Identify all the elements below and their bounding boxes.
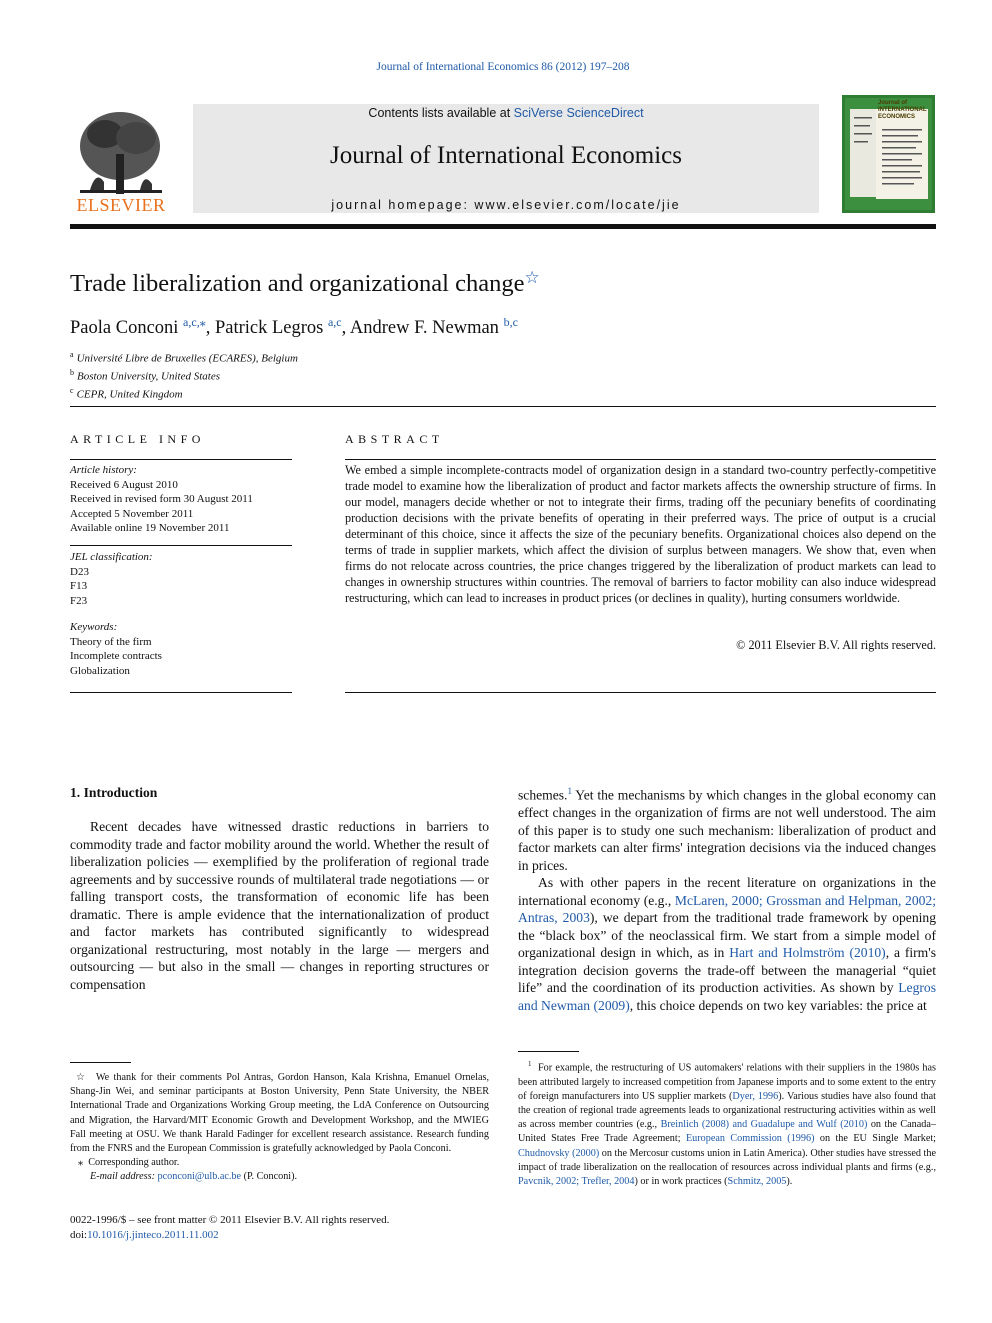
jel-classification: JEL classification: D23 F13 F23 — [70, 551, 153, 607]
cover-title: Journal of INTERNATIONAL ECONOMICS — [878, 100, 927, 120]
keywords: Keywords: Theory of the firm Incomplete contracts Globalization — [70, 621, 162, 677]
citation-link[interactable]: European Commission (1996) — [685, 1133, 815, 1145]
author-name[interactable]: Patrick Legros — [214, 318, 324, 339]
journal-banner — [193, 104, 819, 213]
citation-link[interactable]: Schmitz, 2005 — [727, 1176, 787, 1188]
sciencedirect-link[interactable]: SciVerse ScienceDirect — [513, 106, 644, 120]
journal-citation[interactable]: Journal of International Economics 86 (2012) 197–208 — [376, 61, 630, 73]
acknowledgement-footnote: ☆ We thank for their comments Pol Antras, Gordon Hanson, Kala Krishna, Emanuel Ornelas, Shang-Jin Wei, and seminar participants at Boston University, Penn State University, the NBER International Trade and Organizations Working Group meeting, the LdA Conference on Outsourcing and Migration, the Harvard/MIT Economic Growth and Development Workshop, and the MWIEG Fall meeting at OSU. We thank Harald Fadinger for excellent research assistance. Research funding from the FNRS and the European Commission is gratefully acknowledged by Paola Conconi. — [70, 1072, 490, 1155]
elsevier-wordmark: ELSEVIER — [76, 195, 166, 215]
body-paragraph: Recent decades have witnessed drastic reductions in barriers to commodity trade and factor mobility around the world. Whether the result of liberalization policies — exemplified by the proliferation of regional trade agreements and by successive rounds of multilateral trade negotiations — or falling transport costs, the transformation of economic life has been dramatic. There is ample evidence that the internationalization of product and factor markets has contributed significantly to widespread organizational restructuring, most notably in the large — mergers and outsourcing — but also in the small — changes in reporting structures or compensation — [70, 819, 489, 992]
elsevier-logo — [70, 104, 172, 216]
footnote-rule — [518, 1051, 579, 1052]
article-history: Article history: Received 6 August 2010 Received in revised form 30 August 2011 Accepted 5 November 2011 Available online 19 November 2011 — [70, 464, 253, 534]
contents-line: Contents lists available at SciVerse ScienceDirect — [368, 106, 644, 120]
abstract-copyright: © 2011 Elsevier B.V. All rights reserved. — [736, 638, 936, 652]
doi-line: doi:10.1016/j.jinteco.2011.11.002 — [70, 1229, 219, 1241]
footnotes-left — [70, 1071, 489, 1185]
corresponding-author-mark[interactable]: ⁎ — [199, 315, 206, 329]
body-paragraph: As with other papers in the recent literature on organizations in the international economy (e.g., McLaren, 2000; Grossman and Helpman, 2002; Antras, 2003), we depart from the traditional trade framework by opening the “black box” of the neoclassical firm. We start from a simple model of organizational design in which, as in Hart and Holmström (2010), a firm's integration decision governs the trade-off between the managerial “quiet life” and the coordination of its production activities. As shown by Legros and Newman (2009), this choice depends on two key variables: the price at — [518, 875, 936, 1013]
citation-link[interactable]: Chudnovsky (2000) — [518, 1147, 600, 1159]
citation-link[interactable]: Dyer, 1996 — [732, 1090, 779, 1102]
divider — [70, 459, 292, 460]
journal-title: Journal of International Economics — [330, 142, 682, 169]
corresponding-author-note: ⁎ Corresponding author. — [78, 1157, 180, 1169]
author-list: Paola Conconi $^{a,c,⁎}$, Patrick Legros $^{a,c}$, Andrew F. Newman $^{b,c}$ — [70, 315, 518, 339]
author-affil-sup[interactable]: b,c — [503, 315, 518, 329]
divider — [70, 692, 292, 693]
footnote-rule — [70, 1062, 131, 1063]
citation-link[interactable]: McLaren, 2000; Grossman and Helpman, 2002; Antras, 2003 — [518, 892, 936, 926]
divider — [345, 459, 936, 460]
affiliations — [70, 348, 298, 402]
section-heading: 1. Introduction — [70, 785, 158, 800]
email-note: E-mail address: pconconi@ulb.ac.be (P. Conconi). — [90, 1171, 298, 1183]
footnote-ref[interactable]: 1 — [567, 786, 572, 796]
footnote-1: $^1$ For example, the restructuring of US automakers' relations with their suppliers in the 1980s has been attributed largely to increased competition from Japanese imports and to some extent to the entry of foreign manufacturers into US supplier markets (Dyer, 1996). Various studies have also found that the creation of regional trade agreements leads to organizational restructuring activities within as well as across member countries (e.g., Breinlich (2008) and Guadalupe and Wulf (2010) on the Canada–United States Free Trade Agreement; European Commission (1996) on the EU Single Market; Chudnovsky (2000) on the Mercosur customs union in Latin America). Other studies have stressed the impact of trade liberalization on the reallocation of resources across individual plants and firms (e.g., Pavcnik, 2002; Trefler, 2004) or in work practices (Schmitz, 2005). — [518, 1060, 936, 1188]
article-title: Trade liberalization and organizational change☆ — [70, 268, 540, 297]
abstract-text: We embed a simple incomplete-contracts model of organization design in a standard two-country perfectly-competitive trade model to examine how the liberalization of product and factor markets affects the ownership structure of firms. In our model, managers decide whether or not to integrate their firms, trading off the pecuniary benefits of coordinating production decisions with the private benefits of operating in their preferred ways. The price of output is a crucial determinant of this choice, since it affects the size of the pecuniary benefits. Organizational choices also depend on the terms of trade in supplier markets, which affect the division of surplus between managers. We show that, even when firms do not relocate across countries, the price changes triggered by the liberalization of product markets can lead to changes in ownership structures within countries. The removal of barriers to factor mobility can also induce widespread restructuring, which can lead to increases in product prices (or declines in quality), hurting consumers worldwide. — [345, 463, 936, 605]
journal-cover-thumbnail[interactable] — [842, 95, 935, 213]
affiliation: $^a$ Université Libre de Bruxelles (ECARES), Belgium — [70, 350, 298, 365]
affiliation: $^b$ Boston University, United States — [70, 368, 220, 383]
body-column-right — [518, 783, 936, 1014]
author-affil-sup[interactable]: a,c, — [183, 315, 200, 329]
title-footnote-star[interactable]: ☆ — [524, 268, 540, 287]
divider — [345, 692, 936, 693]
doi-link[interactable]: 10.1016/j.jinteco.2011.11.002 — [87, 1229, 219, 1241]
author-name[interactable]: Andrew F. Newman — [349, 318, 499, 339]
citation-link[interactable]: Hart and Holmström (2010) — [729, 945, 886, 961]
article-info-heading: ARTICLE INFO — [70, 432, 205, 446]
citation-link[interactable]: Breinlich (2008) and Guadalupe and Wulf (2010) — [660, 1119, 868, 1131]
journal-homepage[interactable]: journal homepage: www.elsevier.com/locate/jie — [331, 198, 681, 212]
header-rule — [70, 224, 936, 229]
email-link[interactable]: pconconi@ulb.ac.be — [157, 1171, 242, 1183]
body-paragraph: schemes.$^1$ Yet the mechanisms by which changes in the global economy can effect changes in the organization of firms are not well understood. The aim of this paper is to study one such mechanism: liberalization of product and factor markets can alter firms' integration decisions via the induced changes in prices. — [518, 786, 936, 873]
author-name[interactable]: Paola Conconi — [70, 318, 179, 339]
title-rule — [70, 406, 936, 407]
author-affil-sup[interactable]: a,c — [327, 315, 342, 329]
citation-link[interactable]: Pavcnik, 2002; Trefler, 2004 — [518, 1176, 635, 1188]
citation-link[interactable]: Legros and Newman (2009) — [518, 980, 936, 1013]
front-matter — [70, 1213, 389, 1243]
divider — [70, 545, 292, 546]
abstract-heading: ABSTRACT — [345, 432, 444, 446]
affiliation: $^c$ CEPR, United Kingdom — [70, 386, 183, 401]
issn-line: 0022-1996/$ – see front matter © 2011 Elsevier B.V. All rights reserved. — [70, 1214, 390, 1226]
